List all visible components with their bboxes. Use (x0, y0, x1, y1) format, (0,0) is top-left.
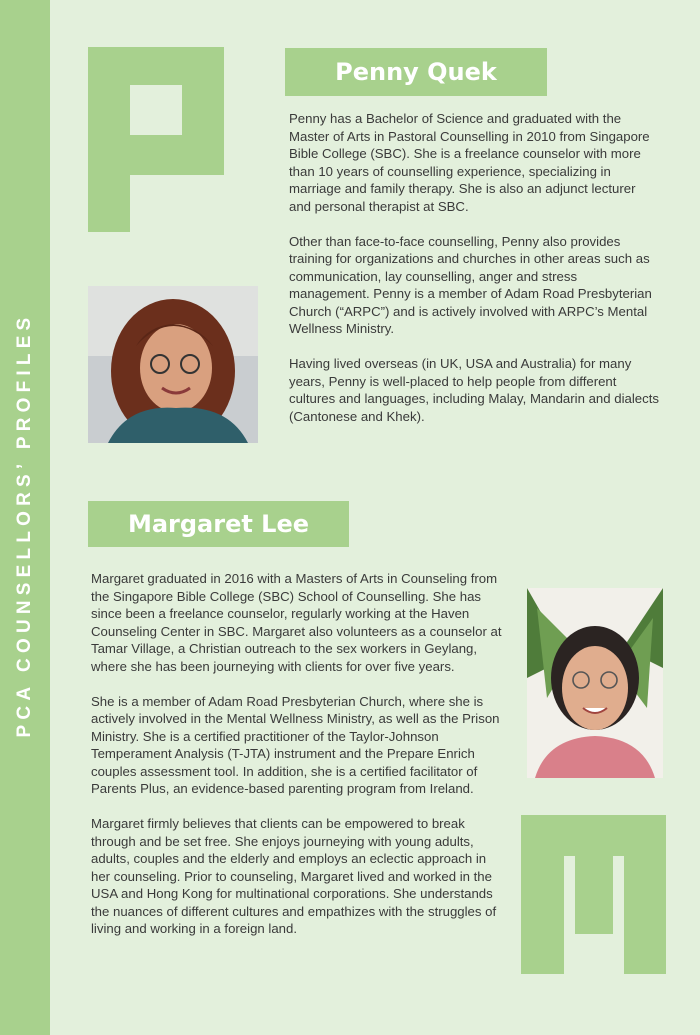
bio-paragraph: Margaret graduated in 2016 with a Masters of Arts in Counseling from the Singapore Bible College (SBC) School of Counselling. She has since been a freelance counselor, regularly working at the Haven Counseling Center in SBC. Margaret also volunteers as a counselor at Tamar Village, a Christian outreach to the sex workers in Geylang, where she has been journeying with clients for over five years. (91, 571, 502, 674)
bio-paragraph: She is a member of Adam Road Presbyterian Church, where she is actively involved in the Mental Wellness Ministry, as well as the Prison Ministry. She is a certified practitioner of the Taylor-Johnson Temperament Analysis (T-JTA) instrument and the Prepare Enrich couples assessment tool. In addition, she is a certified facilitator of Parents Plus, an evidence-based parenting program from Ireland. (91, 693, 500, 796)
bio-paragraph: Penny has a Bachelor of Science and graduated with the Master of Arts in Pastoral Counselling in 2010 from Singapore Bible College (SBC). She is a freelance counselor with more than 10 years of counselling experience, specializing in marriage and family therapy. She is also an adjunct lecturer and personal therapist at SBC. (289, 111, 650, 214)
bio-paragraph: Having lived overseas (in UK, USA and Australia) for many years, Penny is well-placed to help people from different cultures and languages, including Malay, Mandarin and dialects (Cantonese and Khek). (289, 356, 659, 424)
profile-name-banner (285, 48, 547, 96)
profile-name-banner (88, 501, 349, 547)
profile-photo-penny (88, 286, 258, 443)
profile-photo-margaret (527, 588, 663, 778)
profile-name: Penny Quek (335, 58, 497, 86)
letter-m-graphic (521, 815, 666, 974)
bio-paragraph: Other than face-to-face counselling, Penny also provides training for organizations and churches in other areas such as communication, lay counselling, anger and stress management. Penny is a member of Adam Road Presbyterian Church (“ARPC”) and is actively involved with ARPC’s Mental Wellness Ministry. (289, 233, 652, 336)
bio-paragraph: Margaret firmly believes that clients can be empowered to break through and be set free. She enjoys journeying with young adults, adults, couples and the elderly and employs an eclectic approach in her counseling. Prior to counseling, Margaret lived and worked in the USA and Hong Kong for multinational corporations. She understands the nuances of different cultures and empathizes with the struggles of living and working in a foreign land. (91, 816, 497, 936)
profile-name: Margaret Lee (127, 510, 310, 538)
profile-bio (289, 110, 659, 443)
sidebar (0, 0, 50, 1035)
profile-bio (91, 570, 507, 955)
letter-p-graphic (88, 47, 224, 232)
sidebar-title: PCA COUNSELLORS’ PROFILES (14, 312, 35, 738)
